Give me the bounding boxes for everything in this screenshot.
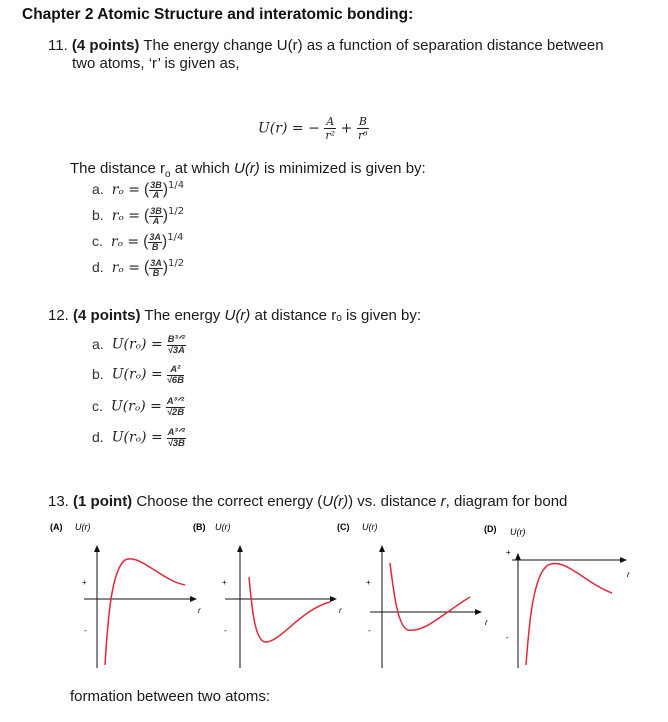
q12-line1: 12. (4 points) The energy U(r) at distance rₒ is given by: (48, 307, 422, 324)
paren-open: ( (143, 259, 150, 276)
q12-option-frac (167, 365, 184, 385)
q12-option-label: d. (92, 428, 104, 445)
eq-minus: − (308, 120, 320, 137)
q12-option-num: A³ᐟ² (166, 396, 184, 407)
diagram-b[interactable] (193, 522, 342, 668)
diagram-a-yarrow (94, 545, 100, 552)
q11-option-frac (149, 181, 163, 200)
q12-option-den: √2B (166, 406, 185, 418)
q11-option-frac (148, 233, 162, 252)
diagram-b-ylabel: U(r) (215, 522, 231, 532)
q11-option-label: b. (92, 207, 104, 223)
q12-points: (4 points) (73, 307, 141, 324)
q11-text2: two atoms, ‘r’ is given as, (72, 55, 240, 72)
q11-option-den: A (152, 215, 160, 226)
eq-b: B (358, 115, 367, 128)
q12-option-num: B³ᐟ² (167, 334, 185, 345)
diagram-c-minus: - (368, 626, 371, 635)
q12-option-num: A² (167, 365, 184, 376)
q12-option-b[interactable] (92, 365, 184, 385)
q11-option-num: 3B (150, 179, 162, 190)
diagram-a-curve (105, 559, 185, 665)
diagram-c-ylabel: U(r) (362, 522, 378, 532)
q12-option-lhs: U(rₒ) = (111, 366, 163, 383)
q11-option-label: c. (92, 233, 103, 249)
diagram-a[interactable] (50, 522, 201, 668)
eq-a: A (326, 115, 335, 128)
q13-points: (1 point) (73, 493, 133, 510)
q12-option-label: a. (92, 335, 104, 352)
chapter-title: Chapter 2 Atomic Structure and interatomic bonding: (22, 6, 414, 23)
q11-option-a[interactable] (92, 180, 184, 200)
eq-lhs: U(r) = (258, 120, 304, 137)
q12-option-d[interactable] (92, 428, 186, 448)
diagram-d-ylabel: U(r) (510, 527, 526, 537)
diagram-a-xarrow (190, 596, 197, 602)
diagram-b-plus: + (222, 578, 227, 587)
diagram-b-label: (B) (193, 522, 206, 532)
q11-option-c[interactable] (92, 232, 183, 252)
q12-option-num: A³ᐟ² (167, 427, 185, 438)
q11-option-lhs: rₒ = (110, 234, 140, 250)
q11-option-num: 3A (149, 231, 161, 242)
paren-close: ) (162, 207, 169, 224)
q12-option-a[interactable] (92, 335, 186, 355)
q13-line1: 13. (1 point) Choose the correct energy (U(r)) vs. distance r, diagram for bond (48, 493, 568, 510)
q11-points: (4 points) (71, 37, 140, 54)
q13-diagrams (0, 515, 668, 675)
q11-option-exp: 1/2 (168, 258, 185, 269)
q11-option-den: A (152, 189, 160, 200)
diagram-c-yarrow (379, 545, 385, 552)
q11-option-frac (149, 259, 163, 278)
diagram-d[interactable] (484, 524, 630, 668)
q11-option-den: B (151, 241, 159, 252)
diagram-a-minus: - (84, 626, 87, 635)
diagram-a-label: (A) (50, 522, 63, 532)
diagram-b-minus: - (224, 626, 227, 635)
q12-option-c[interactable] (92, 397, 185, 417)
diagram-a-ylabel: U(r) (75, 522, 91, 532)
eq-frac-b (357, 116, 369, 141)
q12-option-lhs: U(rₒ) = (111, 429, 163, 446)
q12-option-label: b. (92, 365, 104, 382)
diagram-d-yarrow (515, 553, 521, 560)
q12-option-frac (167, 428, 186, 448)
diagram-a-xlabel: r (198, 606, 201, 615)
diagram-d-xlabel: r (627, 570, 630, 579)
eq-frac-a (324, 116, 336, 141)
q11-option-label: a. (92, 181, 104, 197)
q12-option-den: √6B (166, 374, 184, 386)
q13-number: 13. (48, 493, 69, 510)
q11-option-label: d. (92, 259, 104, 275)
eq-r2: r² (325, 129, 336, 142)
q11-text1: The energy change U(r) as a function of separation distance between (139, 37, 604, 54)
diagram-d-label: (D) (484, 524, 497, 534)
q11-prompt: The distance $r_o$ at which U(r) is minimized is given by: (70, 160, 426, 180)
diagram-d-curve (526, 563, 612, 665)
diagram-d-xarrow (620, 557, 627, 563)
q11-option-num: 3A (150, 257, 162, 268)
q12-option-label: c. (92, 397, 103, 414)
diagram-b-yarrow (237, 545, 243, 552)
diagram-d-minus: - (506, 633, 509, 642)
q11-option-exp: 1/4 (167, 232, 184, 243)
paren-close: ) (162, 259, 169, 276)
diagram-c[interactable] (337, 522, 488, 668)
diagram-b-xarrow (330, 596, 337, 602)
q11-option-exp: 1/2 (168, 206, 185, 217)
diagram-c-plus: + (366, 578, 371, 587)
diagram-c-curve (390, 563, 470, 630)
diagram-c-xarrow (475, 609, 482, 615)
q11-option-lhs: rₒ = (111, 260, 140, 276)
q12-option-den: √3A (167, 344, 185, 356)
q11-option-num: 3B (150, 205, 162, 216)
q11-option-den: B (152, 267, 160, 278)
q11-line1 (48, 37, 604, 54)
diagram-a-plus: + (82, 578, 87, 587)
q11-option-b[interactable] (92, 206, 184, 226)
paren-open: ( (143, 207, 150, 224)
q11-option-exp: 1/4 (168, 180, 185, 191)
q11-option-d[interactable] (92, 258, 184, 278)
paren-close: ) (162, 181, 169, 198)
q12-option-frac (166, 397, 185, 417)
diagram-d-plus: + (506, 548, 511, 557)
diagram-c-xlabel: r (485, 618, 488, 627)
eq-plus: + (340, 120, 353, 137)
paren-open: ( (143, 233, 149, 250)
q11-option-lhs: rₒ = (111, 208, 140, 224)
diagram-c-label: (C) (337, 522, 350, 532)
q11-equation (258, 116, 369, 141)
q12-option-lhs: U(rₒ) = (111, 336, 163, 353)
diagram-b-xlabel: r (339, 606, 342, 615)
q12-option-den: √3B (167, 437, 185, 449)
q11-option-lhs: rₒ = (111, 182, 140, 198)
q11-option-frac (149, 207, 163, 226)
eq-r6: r⁶ (358, 129, 368, 142)
paren-open: ( (143, 181, 150, 198)
q12-option-frac (167, 335, 186, 355)
paren-close: ) (161, 233, 168, 250)
q11-number: 11. (48, 37, 68, 54)
diagram-b-curve (249, 577, 330, 642)
q12-number: 12. (48, 307, 69, 324)
q13-text-end: formation between two atoms: (70, 688, 271, 705)
q12-option-lhs: U(rₒ) = (110, 398, 162, 415)
